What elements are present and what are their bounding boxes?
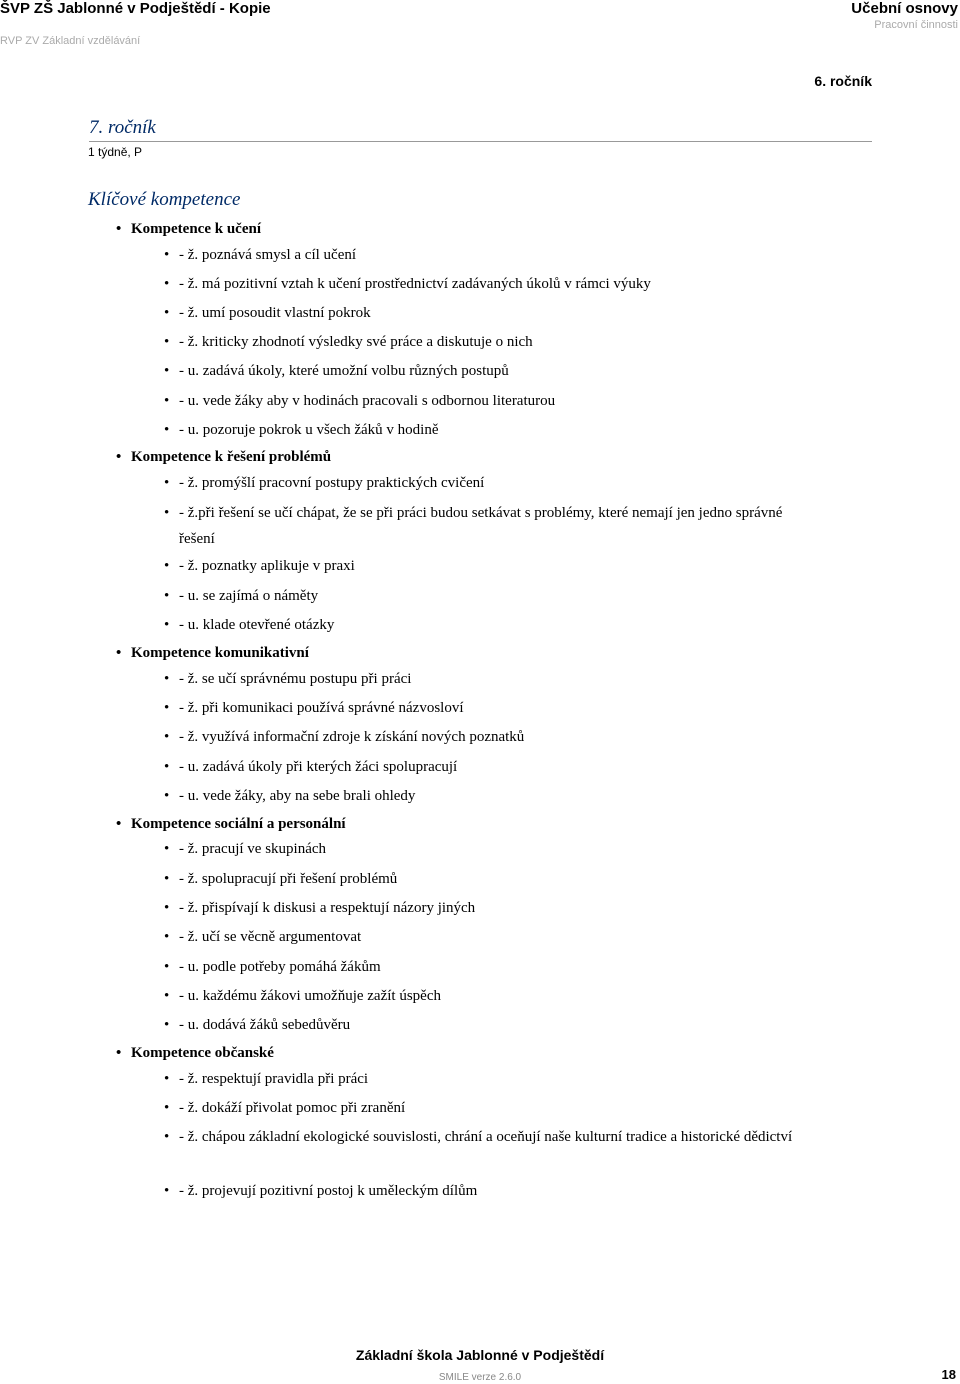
list-item: • - u. zadává úkoly při kterých žáci spolupracují [164, 754, 814, 780]
category-problem-solving: • Kompetence k řešení problémů [116, 444, 331, 470]
page-number: 18 [941, 1367, 956, 1382]
list-item: • - ž. poznává smysl a cíl učení [164, 242, 814, 268]
bullet: • [116, 221, 122, 237]
bullet: • [164, 363, 170, 379]
bullet: • [164, 871, 170, 887]
bullet: • [164, 558, 170, 574]
list-item: • - u. pozoruje pokrok u všech žáků v hodině [164, 417, 814, 443]
bullet: • [164, 588, 170, 604]
grade-title: 7. ročník [89, 117, 872, 142]
bullet: • [164, 334, 170, 350]
bullet: • [164, 305, 170, 321]
list-item: • - ž. pracují ve skupinách [164, 836, 814, 862]
grade-hours: 1 týdně, P [88, 145, 143, 159]
list-item: • - ž. při komunikaci používá správné názvosloví [164, 695, 814, 721]
list-item: • - ž. promýšlí pracovní postupy praktických cvičení [164, 470, 814, 496]
bullet: • [164, 1017, 170, 1033]
list-item: • - ž. využívá informační zdroje k získání nových poznatků [164, 724, 814, 750]
bullet: • [164, 1100, 170, 1116]
bullet: • [116, 449, 122, 465]
bullet: • [164, 617, 170, 633]
list-item: • - u. vede žáky aby v hodinách pracovali s odbornou literaturou [164, 388, 814, 414]
bullet: • [164, 671, 170, 687]
bullet: • [164, 959, 170, 975]
footer-version: SMILE verze 2.6.0 [438, 1372, 522, 1383]
key-competences-heading: Klíčové kompetence [88, 189, 241, 210]
list-item: • - ž. přispívají k diskusi a respektují názory jiných [164, 895, 814, 921]
bullet: • [164, 247, 170, 263]
previous-grade-label: 6. ročník [814, 73, 872, 89]
bullet: • [164, 788, 170, 804]
list-item: • - ž. projevují pozitivní postoj k uměleckým dílům [164, 1178, 814, 1204]
list-item: • - ž. spolupracují při řešení problémů [164, 866, 814, 892]
footer-school-name: Základní škola Jablonné v Podještědí [355, 1347, 605, 1363]
bullet: • [116, 645, 122, 661]
list-item: • - ž. kriticky zhodnotí výsledky své práce a diskutuje o nich [164, 329, 814, 355]
bullet: • [164, 1129, 170, 1145]
bullet: • [164, 505, 170, 521]
bullet: • [164, 393, 170, 409]
bullet: • [164, 1183, 170, 1199]
category-social-personal: • Kompetence sociální a personální [116, 811, 346, 837]
list-item: • - ž. má pozitivní vztah k učení prostřednictví zadávaných úkolů v rámci výuky [164, 271, 814, 297]
bullet: • [164, 729, 170, 745]
list-item: • - ž. poznatky aplikuje v praxi [164, 553, 814, 579]
list-item: • - u. vede žáky, aby na sebe brali ohledy [164, 783, 814, 809]
document-subtitle: RVP ZV Základní vzdělávání [0, 35, 141, 47]
category-communication: • Kompetence komunikativní [116, 640, 309, 666]
bullet: • [116, 1045, 122, 1061]
list-item: • - ž. umí posoudit vlastní pokrok [164, 300, 814, 326]
bullet: • [164, 1071, 170, 1087]
document-title: ŠVP ZŠ Jablonné v Podještědí - Kopie [0, 0, 271, 17]
bullet: • [164, 422, 170, 438]
list-item: • - ž.při řešení se učí chápat, že se při práci budou setkávat s problémy, které nemají jen jedno správné řešení [164, 500, 814, 552]
list-item: • - u. každému žákovi umožňuje zažít úspěch [164, 983, 814, 1009]
list-item: • - u. zadává úkoly, které umožní volbu různých postupů [164, 358, 814, 384]
subject-header: Pracovní činnosti [874, 19, 958, 31]
list-item: • - ž. dokáží přivolat pomoc při zranění [164, 1095, 814, 1121]
list-item: • - ž. učí se věcně argumentovat [164, 924, 814, 950]
list-item: • - u. se zajímá o náměty [164, 583, 814, 609]
section-header: Učební osnovy [851, 0, 958, 17]
bullet: • [164, 841, 170, 857]
bullet: • [164, 700, 170, 716]
category-learning: • Kompetence k učení [116, 216, 261, 242]
category-civic: • Kompetence občanské [116, 1040, 274, 1066]
list-item: • - ž. respektují pravidla při práci [164, 1066, 814, 1092]
bullet: • [164, 900, 170, 916]
list-item: • - u. podle potřeby pomáhá žákům [164, 954, 814, 980]
bullet: • [116, 816, 122, 832]
list-item: • - ž. se učí správnému postupu při práci [164, 666, 814, 692]
bullet: • [164, 988, 170, 1004]
list-item: • - u. dodává žáků sebedůvěru [164, 1012, 814, 1038]
bullet: • [164, 475, 170, 491]
bullet: • [164, 759, 170, 775]
list-item: • - u. klade otevřené otázky [164, 612, 814, 638]
bullet: • [164, 929, 170, 945]
list-item: • - ž. chápou základní ekologické souvislosti, chrání a oceňují naše kulturní tradice a historické dědictví [164, 1124, 814, 1150]
bullet: • [164, 276, 170, 292]
